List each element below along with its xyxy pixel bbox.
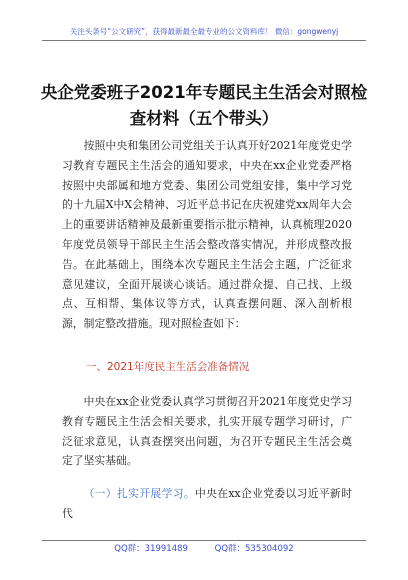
- footer-qq-group-2: QQ群：535304092: [214, 544, 294, 554]
- intro-paragraph: 按照中央和集团公司党组关于认真开好2021年度党史学习教育专题民主生活会的通知要求，中央在xx企业党委严格按照中央部属和地方党委、集团公司党组安排，集中学习党的十九届X中X会精神、习近平总书记在庆祝建党xx周年大会上的重要讲话精神及最新重要指示批示精神，认真梳理2020年度党员领导干部民主生活会整改落实情况，并形成整改报告。在此基础上，围绕本次专题民主生活会主题，广泛征求意见建议，全面开展谈心谈话。通过群众提、自己找、上级点、互相帮、集体议等方式，认真查摆问题、深入剖析根源，制定整改措施。现对照检查如下：: [62, 139, 352, 331]
- footer-qq-group-1: QQ群：31991489: [114, 544, 188, 554]
- preparation-paragraph: 中央在xx企业党委认真学习贯彻召开2021年度党史学习教育专题民主生活会相关要求，扎实开展专题学习研讨，广泛征求意见，认真查摆突出问题，为召开专题民主生活会奠定了坚实基础。: [62, 395, 352, 468]
- section-heading-preparation: 一、2021年度民主生活会准备情况: [86, 361, 250, 373]
- footer: [42, 540, 366, 557]
- document-title: 央企党委班子2021年专题民主生活会对照检查材料（五个带头）: [40, 83, 368, 128]
- subheading-study: （一）扎实开展学习。: [83, 487, 195, 500]
- study-paragraph: [62, 484, 352, 524]
- study-paragraph-text: 中央在xx企业党委以习近平新时代: [62, 487, 352, 520]
- header-banner: 关注头条号“公文研究”，获得最新最全最专业的公文资料库！ 微信：gongwenyj: [42, 26, 366, 41]
